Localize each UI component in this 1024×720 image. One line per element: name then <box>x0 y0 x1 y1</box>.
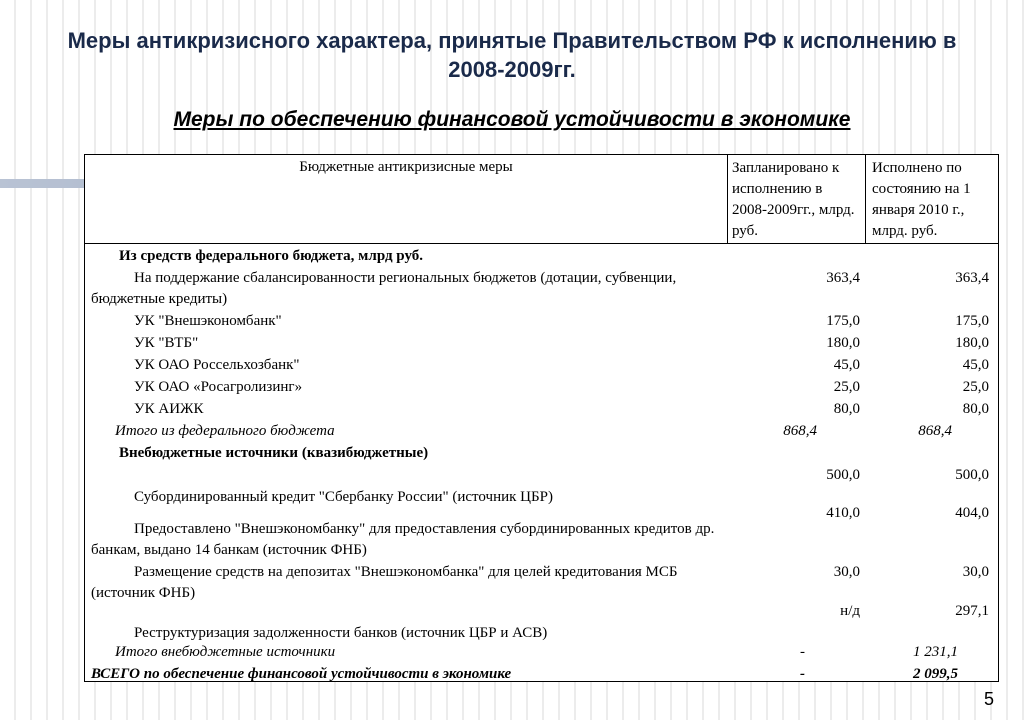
row-planned: 45,0 <box>833 357 860 373</box>
row-label: УК ОАО «Росагролизинг» <box>134 379 303 395</box>
table-header <box>85 155 998 244</box>
row-executed: 45,0 <box>962 357 989 373</box>
row-label: Реструктуризация задолженности банков (источник ЦБР и АСВ) <box>134 625 548 641</box>
row-label: УК ОАО Россельхозбанк" <box>134 357 300 373</box>
row-planned: н/д <box>840 603 860 619</box>
row-planned: 410,0 <box>826 505 860 521</box>
row-label: Размещение средств на депозитах "Внешэкономбанка" для целей кредитования МСБ (источник ФНБ) <box>91 564 678 601</box>
row-executed: 180,0 <box>955 335 989 351</box>
slide-subtitle: Меры по обеспечению финансовой устойчивости в экономике <box>173 108 851 131</box>
row-label: Внебюджетные источники (квазибюджетные) <box>119 445 429 461</box>
row-label: Итого из федерального бюджета <box>115 423 335 439</box>
row-executed: 30,0 <box>962 564 989 580</box>
row-label: ВСЕГО по обеспечение финансовой устойчивости в экономике <box>91 666 512 682</box>
header-measures: Бюджетные антикризисные меры <box>85 155 728 243</box>
row-label: УК "Внешэкономбанк" <box>134 313 282 329</box>
row-executed: 175,0 <box>955 313 989 329</box>
row-planned: 363,4 <box>826 270 860 286</box>
row-executed: 404,0 <box>955 505 989 521</box>
row-executed: 500,0 <box>955 467 989 483</box>
header-planned: Запланировано к исполнению в 2008-2009гг., млрд. руб. <box>728 155 866 243</box>
row-planned: - <box>800 666 805 682</box>
row-label: Субординированный кредит "Сбербанку России" (источник ЦБР) <box>134 489 553 505</box>
slide-title: Меры антикризисного характера, принятые Правительством РФ к исполнению в 2008-2009гг. <box>67 28 957 82</box>
row-planned: 500,0 <box>826 467 860 483</box>
row-planned: - <box>800 644 805 660</box>
header-executed: Исполнено по состоянию на 1 января 2010 г., млрд. руб. <box>872 160 971 239</box>
row-planned: 25,0 <box>833 379 860 395</box>
row-executed: 363,4 <box>955 270 989 286</box>
row-label: На поддержание сбалансированности региональных бюджетов (дотации, субвенции, бюджетные кредиты) <box>91 270 677 307</box>
row-executed: 2 099,5 <box>913 666 958 682</box>
row-planned: 868,4 <box>783 423 817 439</box>
row-label: УК "ВТБ" <box>134 335 199 351</box>
row-executed: 80,0 <box>962 401 989 417</box>
row-planned: 175,0 <box>826 313 860 329</box>
row-planned: 180,0 <box>826 335 860 351</box>
row-planned: 80,0 <box>833 401 860 417</box>
row-label: УК АИЖК <box>134 401 204 417</box>
row-planned: 30,0 <box>833 564 860 580</box>
row-label: Предоставлено "Внешэкономбанку" для предоставления субординированных кредитов др. банкам, выдано 14 банкам (источник ФНБ) <box>91 521 715 558</box>
page-number: 5 <box>983 689 994 709</box>
row-executed: 1 231,1 <box>913 644 958 660</box>
row-label: Из средств федерального бюджета, млрд руб. <box>119 248 423 264</box>
row-label: Итого внебюджетные источники <box>115 644 336 660</box>
row-executed: 25,0 <box>962 379 989 395</box>
measures-table <box>84 154 999 682</box>
row-executed: 868,4 <box>918 423 952 439</box>
row-executed: 297,1 <box>955 603 989 619</box>
